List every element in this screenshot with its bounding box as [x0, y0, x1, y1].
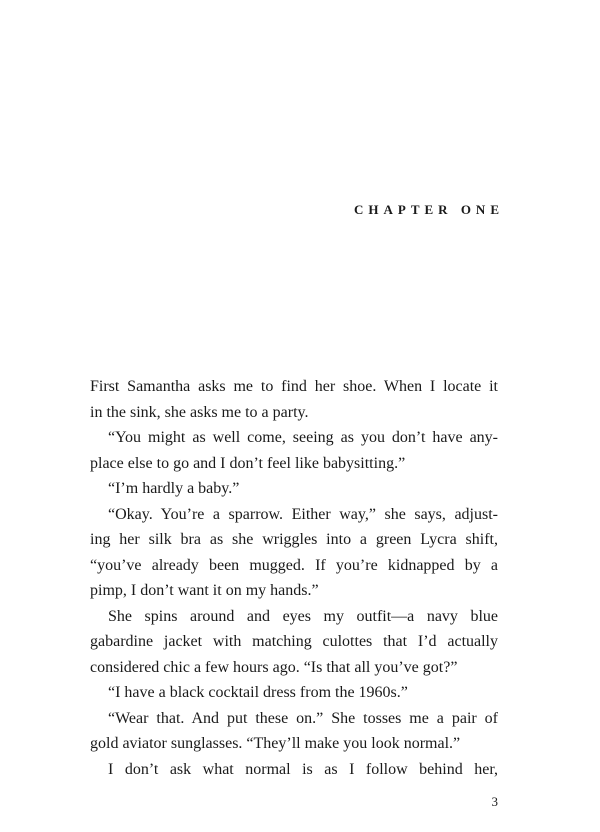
text-line: I don’t ask what normal is as I follow behind her,	[108, 760, 498, 778]
text-line: First Samantha asks me to find her shoe. When I locate it	[90, 378, 498, 395]
text-line: “You might as well come, seeing as you don’t have any-	[108, 429, 498, 446]
page-number: 3	[491, 794, 498, 809]
text-line: considered chic a few hours ago. “Is that all you’ve got?”	[90, 658, 458, 676]
chapter-heading: CHAPTER ONE	[354, 202, 504, 217]
text-line: “Okay. You’re a sparrow. Either way,” she says, adjust-	[108, 505, 498, 523]
text-line: “I have a black cocktail dress from the 1960s.”	[108, 684, 408, 701]
text-line: She spins around and eyes my outfit—a navy blue	[108, 607, 498, 625]
text-line: “I’m hardly a baby.”	[108, 480, 240, 497]
text-line: gabardine jacket with matching culottes that I’d actually	[90, 633, 498, 650]
text-line: “Wear that. And put these on.” She tosses me a pair of	[108, 709, 498, 727]
text-line: gold aviator sunglasses. “They’ll make you look normal.”	[90, 735, 461, 752]
text-line: “you’ve already been mugged. If you’re kidnapped by a	[90, 556, 498, 574]
body-text	[90, 374, 498, 782]
text-line: pimp, I don’t want it on my hands.”	[90, 582, 319, 599]
text-line: in the sink, she asks me to a party.	[90, 403, 309, 421]
text-line: ing her silk bra as she wriggles into a green Lycra shift,	[90, 531, 498, 548]
text-line: place else to go and I don’t feel like babysitting.”	[90, 454, 406, 472]
